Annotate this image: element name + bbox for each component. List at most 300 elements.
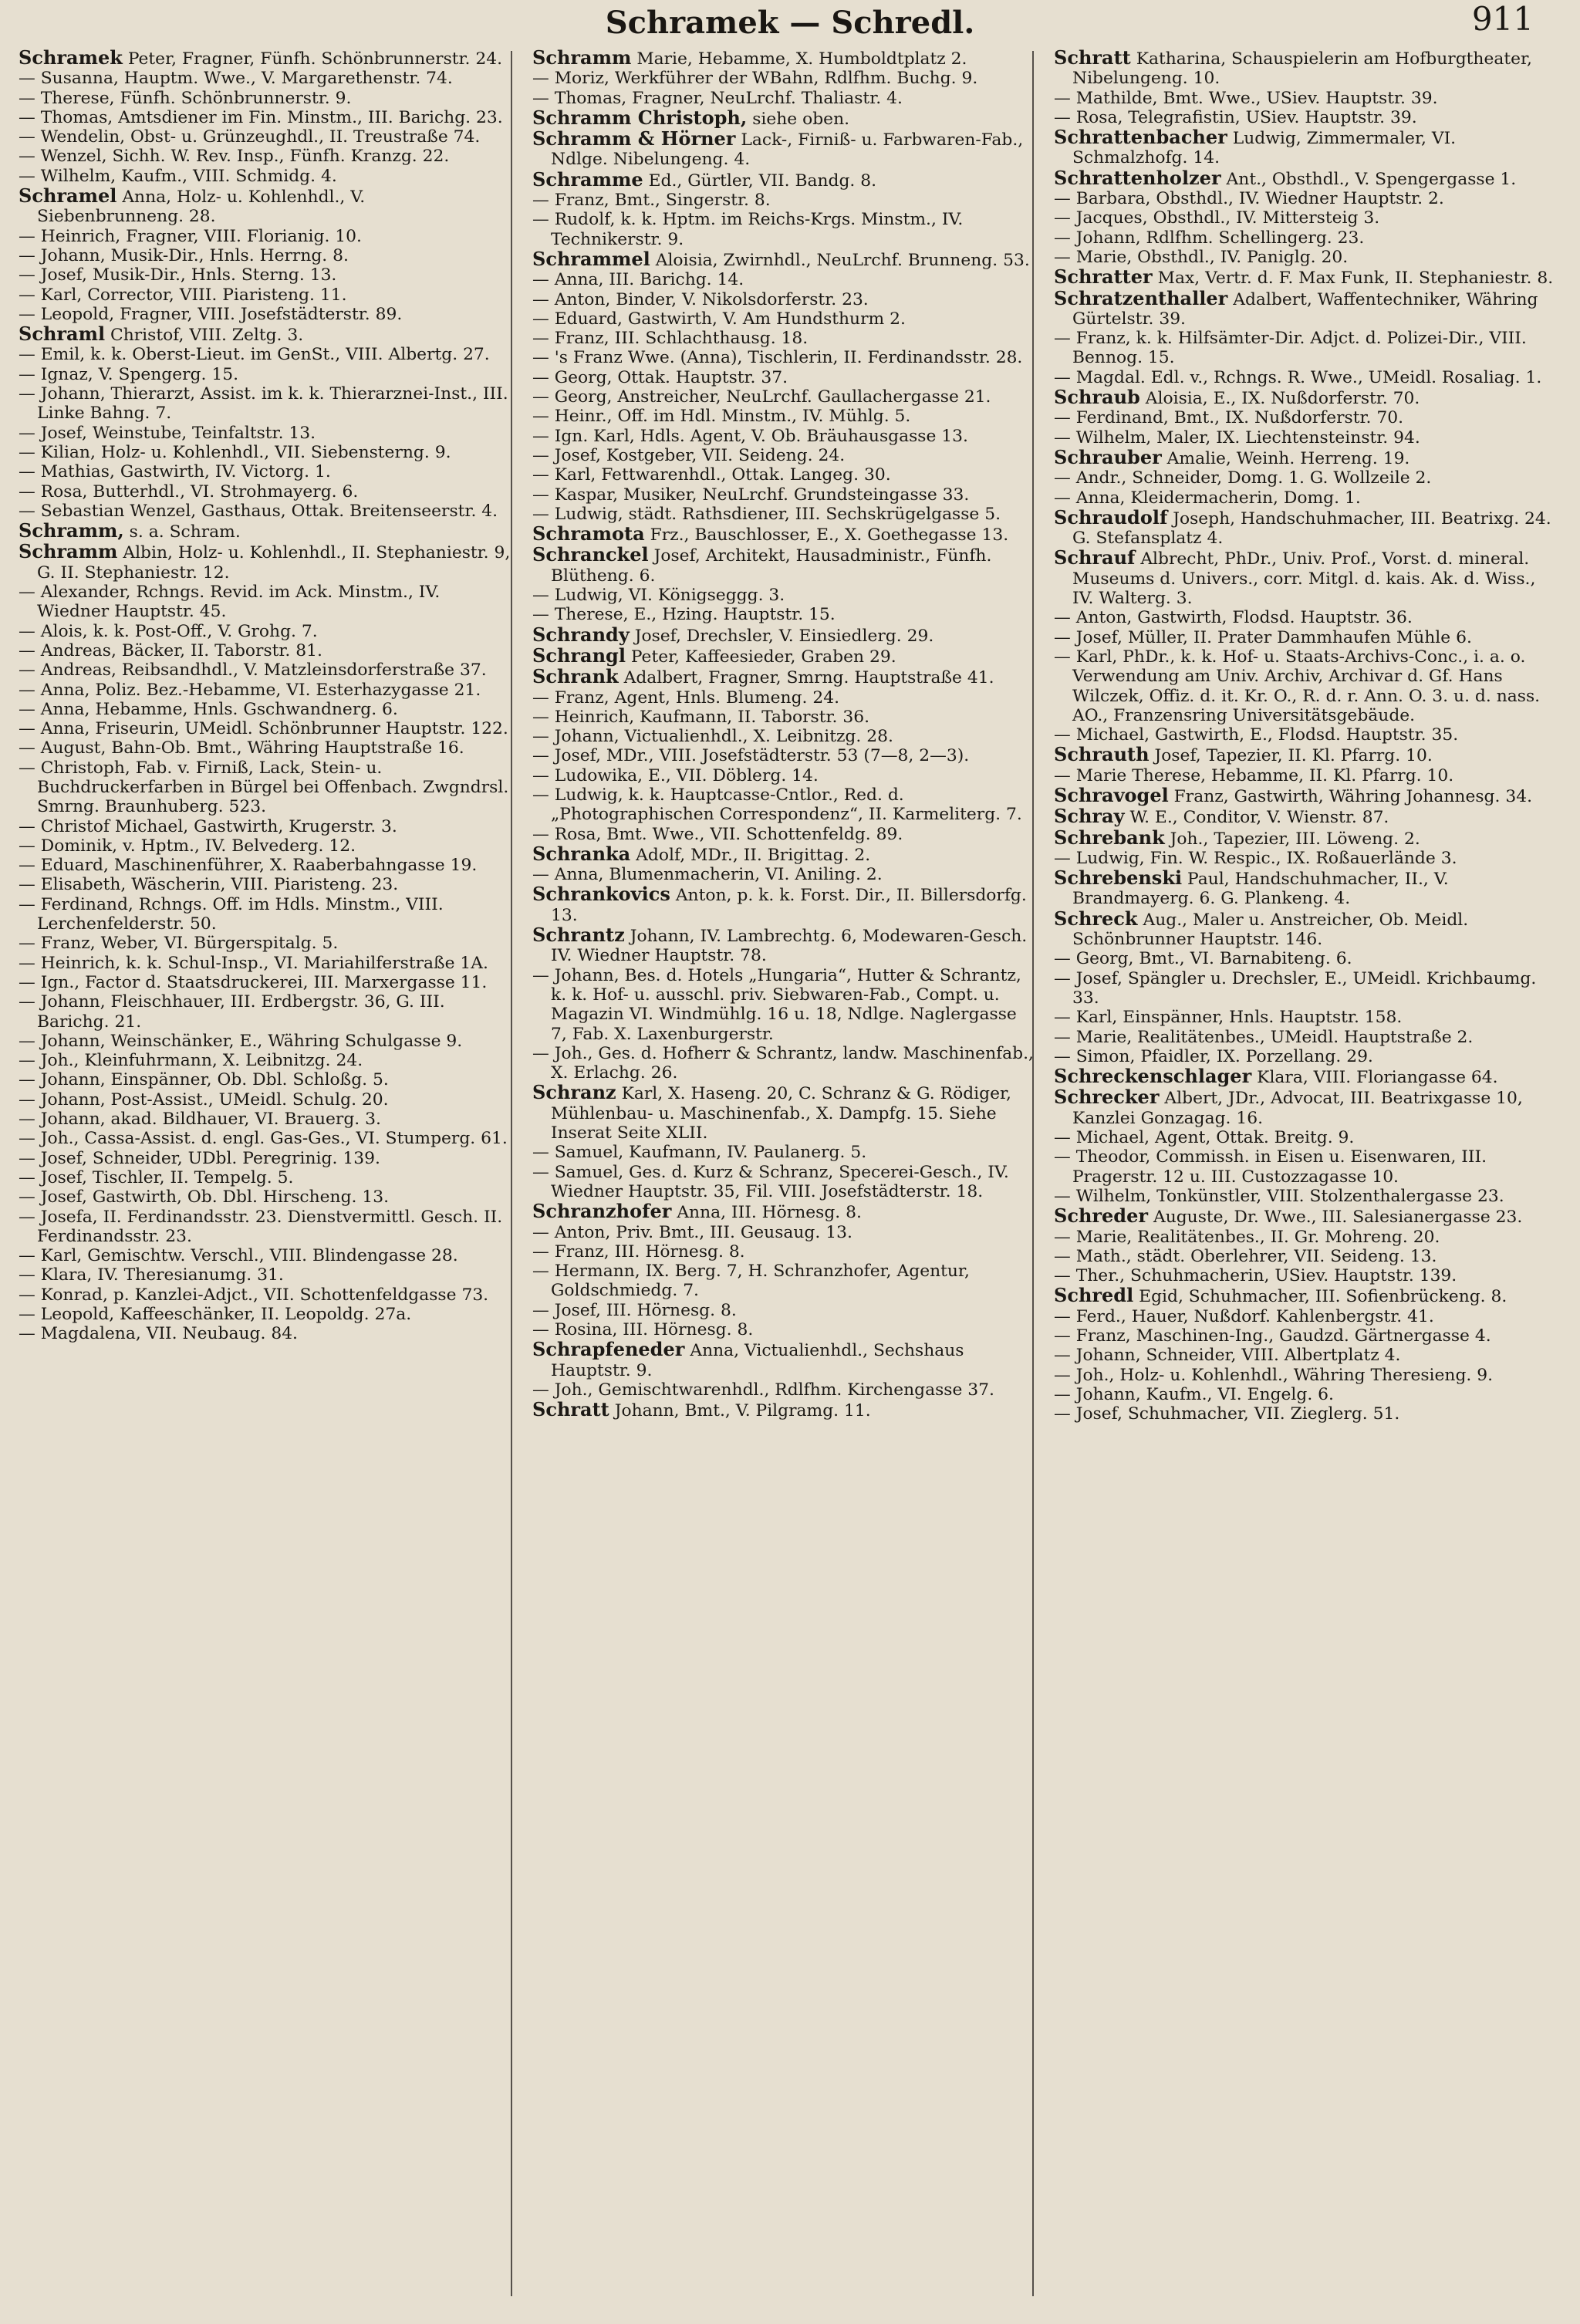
entry-text: W. E., Conditor, V. Wienstr. 87. [1129,808,1389,828]
directory-entry [19,285,512,305]
directory-entry [532,465,1035,485]
entry-text: — Johann, Fleischhauer, III. Erdbergstr. 36, G. III. Barichg. 21. [19,992,445,1032]
entry-text: — Franz, Agent, Hnls. Blumeng. 24. [532,687,840,708]
entry-text: Peter, Kaffeesieder, Graben 29. [630,647,896,667]
directory-entry [532,625,1035,646]
directory-entry [532,446,1035,465]
directory-entry [1054,1187,1555,1206]
directory-entry [19,365,512,384]
entry-text: — Therese, Fünfh. Schönbrunnerstr. 9. [19,88,352,108]
directory-entry [1054,1047,1555,1066]
entry-text: — Eduard, Maschinenführer, X. Raaberbahngasse 19. [19,856,478,876]
directory-entry [532,545,1035,586]
entry-text: Ant., Obsthdl., V. Spengergasse 1. [1226,169,1517,189]
entry-text: Albin, Holz- u. Kohlenhdl., II. Stephaniestr. 9, G. II. Stephaniestr. 12. [37,543,511,583]
entry-text: Johann, IV. Lambrechtg. 6, Modewaren-Gesch. IV. Wiedner Hauptstr. 78. [551,927,1028,966]
directory-entry [19,856,512,875]
entry-surname: Schramm & Hörner [532,127,736,150]
directory-entry [1054,1008,1555,1027]
entry-surname: Schrantz [532,924,625,947]
entry-text: — Johann, Post-Assist., UMeidl. Schulg. 20. [19,1089,389,1110]
entry-text: — Georg, Anstreicher, NeuLrchf. Gaullachergasse 21. [532,387,991,407]
directory-entry [532,1339,1035,1380]
entry-text: — Elisabeth, Wäscherin, VIII. Piaristeng. 23. [19,875,399,895]
directory-entry [19,246,512,265]
directory-entry [19,424,512,443]
directory-entry [1054,608,1555,627]
entry-text: Ludwig, Zimmermaler, VI. Schmalzhofg. 14. [1072,129,1457,168]
entry-text: — Josef, Tischler, II. Tempelg. 5. [19,1167,294,1187]
entry-text: — Konrad, p. Kanzlei-Adjct., VII. Schottenfeldgasse 73. [19,1285,489,1305]
directory-entry [532,69,1035,88]
entry-text: — Ludwig, k. k. Hauptcasse-Cntlor., Red. d. „Photographischen Correspondenz“, II. Karmeliterg. 7. [532,785,1022,825]
columns [19,48,1552,2309]
entry-text: — Thomas, Amtsdiener im Fin. Minstm., III. Barichg. 23. [19,107,503,127]
directory-entry [532,605,1035,624]
directory-entry [1054,949,1555,968]
entry-text: — Johann, Bes. d. Hotels „Hungaria“, Hutter & Schrantz, k. k. Hof- u. ausschl. priv. Siebwaren-Fab., Compt. u. Magazin VI. Windmühlg. 16 u. 18, Ndlge. Naglergasse 7, Fab. X. Laxenburgerstr. [532,965,1021,1044]
page-header [0,0,1580,48]
entry-text: — Thomas, Fragner, NeuLrchf. Thaliastr. 4. [532,88,903,108]
directory-entry [19,1129,512,1148]
entry-surname: Schrattenholzer [1054,166,1221,189]
directory-entry [1054,1247,1555,1266]
directory-entry [1054,969,1555,1008]
entry-text: Klara, VIII. Floriangasse 64. [1257,1068,1498,1088]
directory-entry [19,1032,512,1051]
directory-entry [1054,1404,1555,1424]
directory-entry [1054,368,1555,387]
entry-text: — Anna, Hebamme, Hnls. Gschwandnerg. 6. [19,699,398,719]
entry-text: — Kaspar, Musiker, NeuLrchf. Grundsteingasse 33. [532,485,970,505]
entry-text: — Susanna, Hauptm. Wwe., V. Margarethenstr. 74. [19,69,453,89]
entry-text: — Franz, k. k. Hilfsämter-Dir. Adjct. d. Polizei-Dir., VIII. Bennog. 15. [1054,329,1527,368]
entry-surname: Schramek [19,48,123,69]
entry-text: Johann, Bmt., V. Pilgramg. 11. [614,1401,871,1421]
directory-entry [1054,1385,1555,1404]
entry-surname: Schreder [1054,1204,1149,1228]
entry-text: — Therese, E., Hzing. Hauptstr. 15. [532,605,836,625]
directory-entry [1054,445,1555,468]
directory-entry [532,643,1035,667]
directory-entry [19,265,512,285]
entry-surname: Schraub [1054,386,1140,409]
entry-text: — Georg, Bmt., VI. Barnabiteng. 6. [1054,949,1352,969]
directory-entry [1054,1266,1555,1285]
directory-entry [1054,468,1555,488]
entry-text: Anton, p. k. k. Forst. Dir., II. Billersdorfg. 13. [551,886,1027,925]
directory-entry [19,641,512,660]
directory-entry [1054,1326,1555,1346]
directory-entry [19,1305,512,1324]
directory-entry [532,708,1035,727]
entry-surname: Schrebenski [1054,866,1183,890]
entry-text: Albert, JDr., Advocat, III. Beatrixgasse 10, Kanzlei Gonzagag. 16. [1072,1089,1523,1128]
directory-entry [1054,1228,1555,1247]
entry-text: — Anna, Kleidermacherin, Domg. 1. [1054,488,1361,508]
directory-entry [1054,248,1555,267]
directory-entry [1054,785,1555,806]
directory-entry [532,1320,1035,1339]
directory-entry [1054,1366,1555,1385]
directory-entry [532,727,1035,746]
directory-entry [19,1187,512,1207]
directory-entry [1054,1206,1555,1227]
entry-surname: Schrammel [532,247,650,270]
entry-text: — Johann, Weinschänker, E., Währing Schulgasse 9. [19,1031,463,1051]
directory-entry [532,1143,1035,1162]
entry-text: — Sebastian Wenzel, Gasthaus, Ottak. Breitenseerstr. 4. [19,501,498,521]
entry-text: — Heinrich, Fragner, VIII. Florianig. 10. [19,226,362,246]
running-head: Schramek — Schredl. [605,5,975,41]
directory-entry [532,129,1035,170]
directory-entry [19,186,512,227]
entry-text: — Alexander, Rchngs. Revid. im Ack. Minstm., IV. Wiedner Hauptstr. 45. [19,583,441,622]
entry-surname: Schrandy [532,623,630,646]
entry-surname: Schratter [1054,265,1153,289]
entry-text: — Franz, III. Hörnesg. 8. [532,1241,745,1262]
entry-text: — Anton, Gastwirth, Flodsd. Hauptstr. 36. [1054,608,1413,628]
directory-entry [532,667,1035,687]
directory-entry [532,348,1035,367]
entry-surname: Schrapfeneder [532,1338,685,1361]
entry-text: — Alois, k. k. Post-Off., V. Grohg. 7. [19,621,318,641]
directory-entry [19,443,512,462]
directory-entry [532,48,1035,69]
entry-text: Adolf, MDr., II. Brigittag. 2. [636,845,871,865]
directory-entry [1054,766,1555,785]
directory-entry [532,586,1035,605]
directory-entry [19,167,512,186]
entry-text: — Franz, Weber, VI. Bürgerspitalg. 5. [19,934,339,954]
directory-entry [1054,1028,1555,1047]
directory-entry [1054,849,1555,868]
directory-entry [1054,408,1555,427]
entry-text: siehe oben. [752,109,850,129]
directory-entry [19,1070,512,1089]
entry-text: — Rosa, Bmt. Wwe., VII. Schottenfeldg. 89. [532,824,903,844]
directory-entry [1054,1285,1555,1306]
directory-entry [19,127,512,147]
directory-entry [532,746,1035,765]
directory-entry [1054,1066,1555,1087]
entry-text: Amalie, Weinh. Herreng. 19. [1166,448,1410,468]
entry-text: — Anton, Binder, V. Nikolsdorferstr. 23. [532,289,869,309]
entry-text: Marie, Hebamme, X. Humboldtplatz 2. [636,49,967,69]
entry-surname: Schrangl [532,643,626,667]
entry-text: — Ferd., Hauer, Nußdorf. Kahlenbergstr. 41. [1054,1306,1434,1326]
directory-entry [19,681,512,700]
directory-entry [19,521,512,542]
entry-surname: Schranzhofer [532,1200,672,1223]
directory-entry [532,108,1035,129]
directory-entry [532,290,1035,309]
directory-entry [19,384,512,424]
directory-entry [19,305,512,324]
entry-text: Adalbert, Fragner, Smrng. Hauptstraße 41. [623,668,994,688]
directory-entry [532,427,1035,446]
entry-text: — Christoph, Fab. v. Firniß, Lack, Stein- u. Buchdruckerfarben in Bürgel bei Offenbach. Zwgndrsl. Smrng. Braunhuberg. 523. [19,758,509,817]
directory-entry [19,875,512,894]
entry-text: — Joh., Ges. d. Hofherr & Schrantz, landw. Maschinenfab., X. Erlachg. 26. [532,1043,1034,1083]
directory-entry [19,738,512,758]
entry-text: Anna, Victualienhdl., Sechshaus Hauptstr. 9. [551,1341,964,1380]
entry-surname: Schramm, [19,519,124,542]
entry-surname: Schramm [19,540,118,563]
entry-surname: Schranz [532,1081,616,1104]
directory-entry [532,1400,1035,1420]
entry-text: — Franz, Bmt., Singerstr. 8. [532,191,771,211]
entry-text: — Karl, Corrector, VIII. Piaristeng. 11. [19,285,347,305]
directory-entry [19,700,512,719]
directory-entry [19,583,512,622]
entry-surname: Schrauf [1054,546,1136,569]
entry-surname: Schrank [532,665,619,688]
directory-entry [19,227,512,246]
directory-entry [1054,208,1555,228]
directory-entry [1054,127,1555,168]
entry-surname: Schratzenthaller [1054,286,1228,309]
directory-entry [532,1044,1035,1083]
directory-entry [532,485,1035,505]
entry-surname: Schramota [532,522,645,546]
directory-entry [19,345,512,364]
directory-entry [19,1324,512,1343]
entry-text: — Andreas, Reibsandhdl., V. Matzleinsdorferstraße 37. [19,660,487,681]
directory-entry [532,89,1035,108]
entry-text: — Wenzel, Sichh. W. Rev. Insp., Fünfh. Kranzg. 22. [19,147,450,167]
directory-entry [532,1163,1035,1202]
entry-surname: Schraml [19,323,106,346]
directory-entry [19,1168,512,1187]
entry-text: Lack-, Firniß- u. Farbwaren-Fab., Ndlge. Nibelungeng. 4. [551,130,1024,170]
entry-text: Josef, Tapezier, II. Kl. Pfarrg. 10. [1154,746,1433,766]
entry-text: — Samuel, Ges. d. Kurz & Schranz, Specerei-Gesch., IV. Wiedner Hauptstr. 35, Fil. VIII. Josefstädterstr. 18. [532,1162,1009,1201]
directory-entry [1054,286,1555,329]
directory-entry [532,1201,1035,1222]
directory-entry [532,210,1035,249]
entry-text: — Theodor, Commissh. in Eisen u. Eisenwaren, III. Pragerstr. 12 u. III. Custozzagasse 10. [1054,1147,1487,1187]
entry-text: — Marie, Obsthdl., IV. Paniglg. 20. [1054,247,1349,267]
entry-surname: Schraudolf [1054,505,1168,529]
directory-entry [1054,909,1555,950]
column-2 [532,48,1035,2309]
entry-text: — Karl, Gemischtw. Verschl., VIII. Blindengasse 28. [19,1246,458,1266]
directory-entry [19,1285,512,1305]
directory-entry [532,1083,1035,1143]
entry-text: Paul, Handschuhmacher, II., V. Brandmayerg. 6. G. Plankeng. 4. [1072,870,1449,909]
directory-entry [19,895,512,934]
entry-text: — Simon, Pfaidler, IX. Porzellang. 29. [1054,1046,1373,1066]
entry-text: — Ludwig, Fin. W. Respic., IX. Roßauerlände 3. [1054,848,1457,868]
entry-surname: Schredl [1054,1284,1134,1307]
entry-text: — Moriz, Werkführer der WBahn, Rdlfhm. Buchg. 9. [532,69,978,89]
entry-text: — Josef, Weinstube, Teinfaltstr. 13. [19,423,316,443]
directory-entry [1054,745,1555,765]
entry-text: Anna, III. Hörnesg. 8. [677,1203,862,1223]
entry-text: — Heinr., Off. im Hdl. Minstm., IV. Mühlg. 5. [532,407,911,427]
entry-text: — Johann, Schneider, VIII. Albertplatz 4. [1054,1346,1401,1366]
entry-text: Karl, X. Haseng. 20, C. Schranz & G. Rödiger, Mühlenbau- u. Maschinenfab., X. Dampfg. 15. Siehe Inserat Seite XLII. [551,1084,1011,1143]
entry-text: — Ign., Factor d. Staatsdruckerei, III. Marxergasse 11. [19,972,488,992]
directory-entry [532,524,1035,545]
entry-text: — Jacques, Obsthdl., IV. Mittersteig 3. [1054,208,1380,228]
entry-surname: Schrattenbacher [1054,126,1227,149]
entry-surname: Schrauth [1054,743,1150,766]
entry-text: — Anna, III. Barichg. 14. [532,270,744,290]
entry-text: — Marie, Realitätenbes., UMeidl. Hauptstraße 2. [1054,1027,1474,1047]
entry-text: — Wendelin, Obst- u. Grünzeughdl., II. Treustraße 74. [19,127,481,147]
entry-text: — Anna, Friseurin, UMeidl. Schönbrunner Hauptstr. 122. [19,719,508,739]
entry-text: Auguste, Dr. Wwe., III. Salesianergasse 23. [1153,1208,1523,1228]
entry-text: — Josef, Spängler u. Drechsler, E., UMeidl. Krichbaumg. 33. [1054,968,1537,1008]
directory-entry [532,1301,1035,1320]
column-3 [1054,48,1555,2309]
directory-entry [1054,168,1555,189]
entry-surname: Schramm [532,48,632,69]
entry-text: — Josef, MDr., VIII. Josefstädterstr. 53 (7—8, 2—3). [532,746,970,766]
entry-text: Josef, Architekt, Hausadministr., Fünfh. Blütheng. 6. [551,546,992,586]
entry-text: Aloisia, E., IX. Nußdorferstr. 70. [1145,389,1420,409]
entry-text: — Andr., Schneider, Domg. 1. G. Wollzeile 2. [1054,468,1432,488]
directory-entry [1054,1087,1555,1128]
directory-entry [19,542,512,583]
entry-text: Franz, Gastwirth, Währing Johannesg. 34. [1173,786,1533,806]
entry-text: Josef, Drechsler, V. Einsiedlerg. 29. [634,626,934,646]
entry-text: — Marie Therese, Hebamme, II. Kl. Pfarrg. 10. [1054,765,1454,785]
entry-text: — Klara, IV. Theresianumg. 31. [19,1265,284,1285]
entry-text: — Ludwig, städt. Rathsdiener, III. Sechskrügelgasse 5. [532,504,1001,524]
entry-surname: Schratt [1054,48,1131,69]
directory-entry [19,836,512,856]
entry-text: — Joh., Kleinfuhrmann, X. Leibnitzg. 24. [19,1051,363,1071]
directory-entry [1054,1128,1555,1147]
directory-entry [532,966,1035,1044]
directory-entry [532,368,1035,387]
directory-entry [1054,189,1555,208]
entry-text: — August, Bahn-Ob. Bmt., Währing Hauptstraße 16. [19,738,464,758]
directory-entry [19,992,512,1032]
page-number: 911 [1471,0,1534,38]
entry-surname: Schramm Christoph, [532,106,748,129]
entry-surname: Schrankovics [532,883,670,906]
directory-entry [1054,1307,1555,1326]
entry-text: — Karl, PhDr., k. k. Hof- u. Staats-Archivs-Conc., i. a. o. Verwendung am Univ. Archiv, Archivar d. Gf. Hans Wilczek, Offiz. d. it. Kr. O., R. d. r. Ann. O. 3. u. d. nass. AO., Franzensring Universitätsgebäude. [1054,647,1541,725]
directory-entry [532,249,1035,270]
directory-entry [19,973,512,992]
directory-entry [532,825,1035,844]
directory-entry [532,407,1035,426]
entry-text: — Ther., Schuhmacherin, USiev. Hauptstr. 139. [1054,1266,1457,1286]
entry-text: — Ignaz, V. Spengerg. 15. [19,364,239,384]
entry-text: — Wilhelm, Tonkünstler, VIII. Stolzenthalergasse 23. [1054,1186,1504,1206]
entry-text: Adalbert, Waffentechniker, Währing Gürtelstr. 39. [1072,289,1538,329]
entry-text: — Georg, Ottak. Hauptstr. 37. [532,367,788,387]
entry-text: — Franz, III. Schlachthausg. 18. [532,329,809,349]
directory-entry [1054,1346,1555,1365]
entry-text: — Johann, Musik-Dir., Hnls. Herrng. 8. [19,245,349,265]
entry-surname: Schravogel [1054,783,1169,806]
entry-text: — Josef, Schneider, UDbl. Peregrinig. 139. [19,1148,380,1168]
directory-entry [19,719,512,738]
directory-entry [532,167,1035,191]
directory-entry [532,1262,1035,1301]
directory-entry [1054,828,1555,849]
entry-text: — Ludwig, VI. Königseggg. 3. [532,586,785,606]
directory-entry [1054,548,1555,608]
entry-text: — Leopold, Kaffeeschänker, II. Leopoldg. 27a. [19,1305,412,1324]
directory-entry [1054,1147,1555,1187]
directory-entry [19,1051,512,1070]
entry-text: — Josefa, II. Ferdinandsstr. 23. Dienstvermittl. Gesch. II. Ferdinandsstr. 23. [19,1207,503,1246]
directory-entry [1054,628,1555,647]
directory-entry [19,758,512,817]
entry-text: — Eduard, Gastwirth, V. Am Hundsthurm 2. [532,309,906,329]
entry-text: Peter, Fragner, Fünfh. Schönbrunnerstr. 24. [127,49,503,69]
entry-text: — Johann, Rdlfhm. Schellingerg. 23. [1054,228,1365,248]
entry-surname: Schreckenschlager [1054,1065,1252,1088]
directory-entry [19,660,512,680]
directory-entry [19,324,512,345]
directory-entry [1054,48,1555,89]
directory-entry [1054,868,1555,909]
directory-entry [19,108,512,127]
entry-text: — Anna, Poliz. Bez.-Hebamme, VI. Esterhazygasse 21. [19,680,481,700]
entry-text: — Josef, Musik-Dir., Hnls. Sterng. 13. [19,265,337,285]
entry-text: — 's Franz Wwe. (Anna), Tischlerin, II. Ferdinandsstr. 28. [532,348,1023,368]
entry-text: — Math., städt. Oberlehrer, VII. Seideng. 13. [1054,1246,1437,1266]
directory-entry [19,89,512,108]
entry-text: — Andreas, Bäcker, II. Taborstr. 81. [19,640,322,660]
directory-entry [1054,108,1555,127]
entry-text: — Anna, Blumenmacherin, VI. Aniling. 2. [532,865,883,885]
directory-entry [1054,387,1555,408]
entry-text: — Hermann, IX. Berg. 7, H. Schranzhofer, Agentur, Goldschmiedg. 7. [532,1262,970,1301]
directory-entry [532,1380,1035,1400]
entry-surname: Schrebank [1054,826,1165,849]
directory-entry [19,934,512,953]
directory-entry [19,69,512,88]
directory-entry [1054,267,1555,288]
entry-text: — Heinrich, Kaufmann, II. Taborstr. 36. [532,707,870,727]
directory-entry [532,387,1035,407]
directory-entry [19,1090,512,1110]
entry-text: — Johann, akad. Bildhauer, VI. Brauerg. 3. [19,1110,381,1130]
entry-text: — Ferdinand, Bmt., IX. Nußdorferstr. 70. [1054,408,1404,428]
directory-entry [1054,228,1555,248]
entry-text: — Anton, Priv. Bmt., III. Geusaug. 13. [532,1222,852,1242]
entry-text: — Johann, Kaufm., VI. Engelg. 6. [1054,1384,1334,1404]
directory-entry [1054,647,1555,725]
directory-entry [19,1265,512,1285]
entry-text: Ed., Gürtler, VII. Bandg. 8. [648,171,877,191]
entry-text: — Josef, Kostgeber, VII. Seideng. 24. [532,445,846,465]
entry-text: — Magdalena, VII. Neubaug. 84. [19,1324,298,1344]
entry-surname: Schramme [532,167,643,191]
entry-text: s. a. Schram. [129,522,241,542]
entry-text: — Rosa, Butterhdl., VI. Strohmayerg. 6. [19,481,359,502]
directory-entry [19,482,512,502]
entry-text: Aloisia, Zwirnhdl., NeuLrchf. Brunneng. 53. [655,250,1030,270]
entry-text: — Michael, Gastwirth, E., Flodsd. Hauptstr. 35. [1054,725,1459,745]
directory-entry [532,785,1035,825]
directory-entry [19,1246,512,1265]
entry-surname: Schrauber [1054,445,1162,468]
directory-entry [19,622,512,641]
entry-text: — Johann, Thierarzt, Assist. im k. k. Thierarznei-Inst., III. Linke Bahng. 7. [19,384,508,424]
entry-text: Joh., Tapezier, III. Löweng. 2. [1170,829,1420,849]
entry-text: — Rosa, Telegrafistin, USiev. Hauptstr. 39. [1054,107,1417,127]
